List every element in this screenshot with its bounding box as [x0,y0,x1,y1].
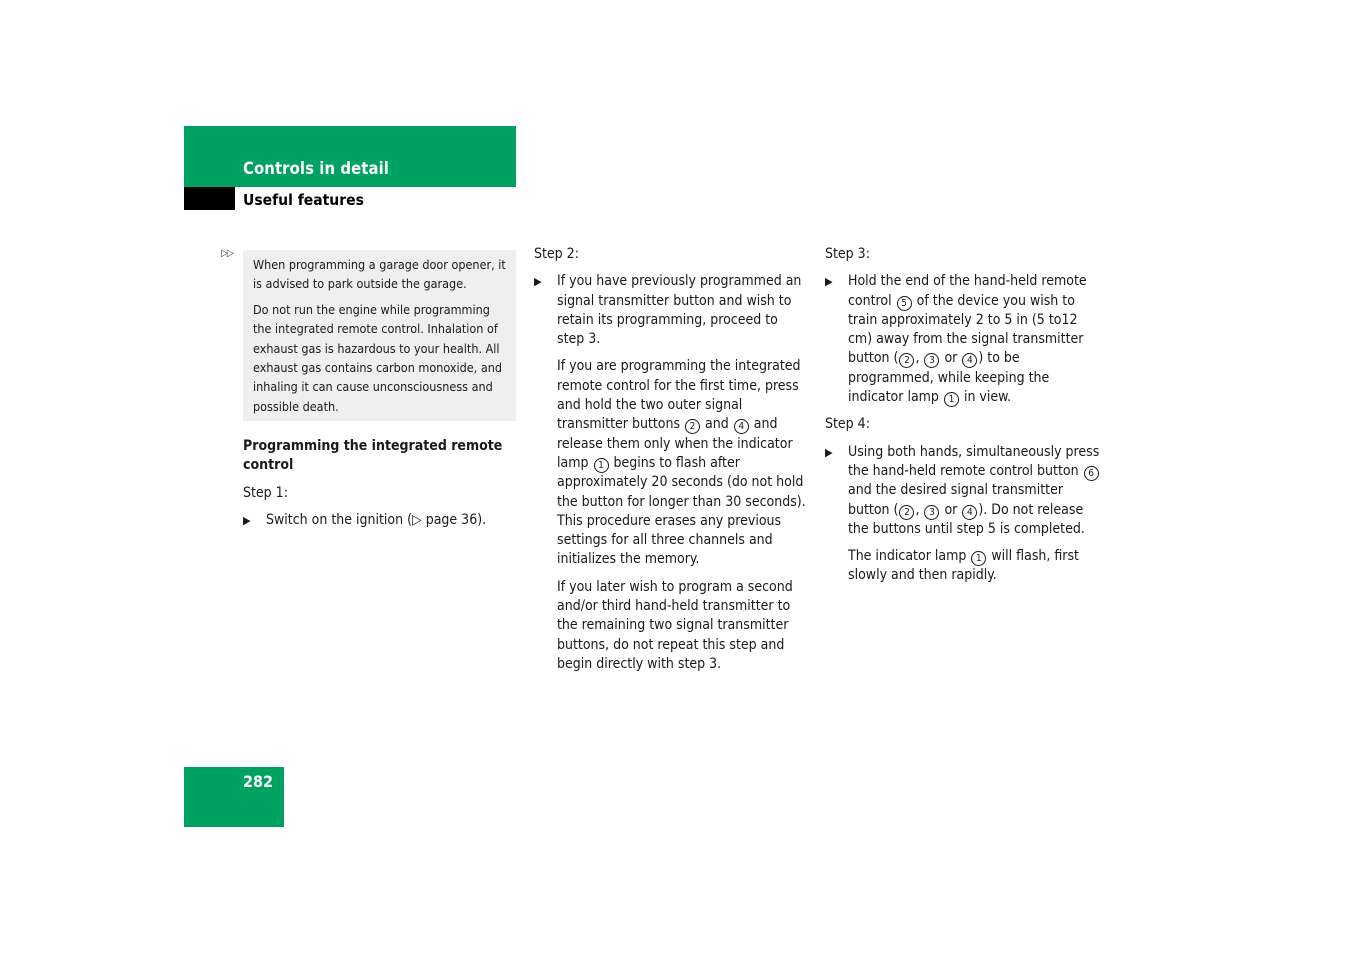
callout-3-icon: 3 [924,505,939,520]
chapter-title: Controls in detail [243,159,389,178]
warning-note [243,250,516,421]
callout-4-icon: 4 [962,353,977,368]
step-label: Step 4: [825,416,870,433]
bullet-arrow-icon: ▶ [243,513,251,527]
note-paragraph: Do not run the engine while programming the integrated remote control. Inhalation of exhaust gas is hazardous to your health. All exhaust gas contains carbon monoxide, and inhaling it can cause unconsciousness and possible death. [253,301,502,414]
column-1 [243,437,518,538]
callout-6-icon: 6 [1084,466,1099,481]
instruction-paragraph: The indicator lamp 1 will flash, first slowly and then rapidly. [848,548,1079,584]
bullet-arrow-icon: ▶ [825,275,833,289]
instruction-paragraph: If you later wish to program a second and/or third hand-held transmitter to the remaining two signal transmitter buttons, do not repeat this step and begin directly with step 3. [557,578,793,672]
note-paragraph: When programming a garage door opener, it is advised to park outside the garage. [253,257,506,292]
callout-1-icon: 1 [971,551,986,566]
callout-1-icon: 1 [944,392,959,407]
step-label: Step 2: [534,246,579,262]
instruction-item: ▶ If you have previously programmed an signal transmitter button and wish to retain its programming, proceed to step 3. [534,273,802,348]
continued-icon: ▷▷ [221,248,233,259]
bullet-arrow-icon: ▶ [534,275,542,289]
callout-4-icon: 4 [734,419,749,434]
callout-3-icon: 3 [924,353,939,368]
callout-1-icon: 1 [594,458,609,473]
section-heading: Programming the integrated remote control [243,438,503,474]
column-2 [534,245,809,682]
instruction-item: ▶ Using both hands, simultaneously press the hand-held remote control button 6 and the desired signal transmitter button ( 2 , 3 or 4 ). Do not release the buttons until step 5 is completed. [825,443,1100,537]
instruction-paragraph: If you are programming the integrated remote control for the first time, press and hold the two outer signal transmitter buttons 2 and 4 and release them only when the indicator lamp 1 begins to flash after approximately 20 seconds (do not hold the button for longer than 30 seconds). This procedure erases any previous settings for all three channels and initializes the memory. [557,358,806,568]
callout-2-icon: 2 [685,419,700,434]
step-label: Step 3: [825,246,870,262]
column-3 [825,245,1105,594]
callout-5-icon: 5 [897,296,912,311]
section-marker [184,187,235,210]
step-label: Step 1: [243,484,288,501]
page-number: 282 [243,772,274,791]
callout-4-icon: 4 [962,505,977,520]
callout-2-icon: 2 [899,505,914,520]
instruction-item: ▶ Switch on the ignition (▷ page 36). [243,511,518,530]
section-title: Useful features [243,191,364,209]
page-reference-link[interactable]: ▷ page 36 [412,511,478,528]
bullet-arrow-icon: ▶ [825,445,833,459]
instruction-item: ▶ Hold the end of the hand-held remote control 5 of the device you wish to train approximately 2 to 5 in (5 to12 cm) away from the signal transmitter button ( 2 , 3 or 4 ) to be programmed, while keeping the indicator lamp 1 in view. [825,273,1087,406]
callout-2-icon: 2 [899,353,914,368]
